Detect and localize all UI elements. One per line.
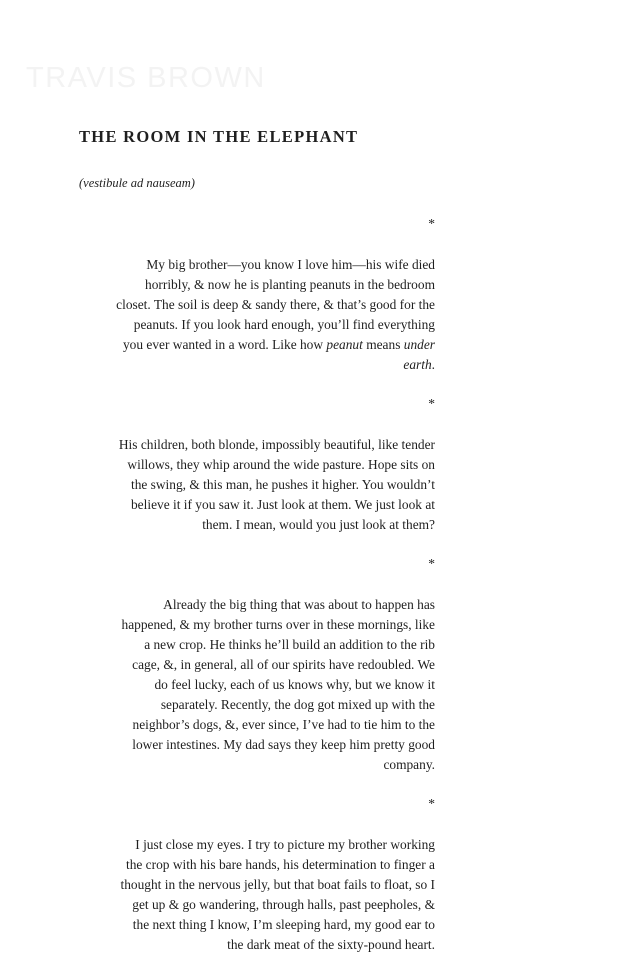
poem-line: closet. The soil is deep & sandy there, & that’s good for the — [116, 297, 435, 312]
poem-line: company. — [383, 757, 435, 772]
poem-line: get up & go wandering, through halls, past peepholes, & — [132, 897, 435, 912]
poem-line: them. I mean, would you just look at them? — [202, 517, 435, 532]
poem-line: the crop with his bare hands, his determination to finger a — [125, 857, 435, 872]
poem-text: . — [431, 357, 435, 372]
poem-title: THE ROOM IN THE ELEPHANT — [79, 127, 359, 146]
poem-line: lower intestines. My dad says they keep him pretty good — [132, 737, 435, 752]
poem-line: the next thing I know, I’m sleeping hard, my good ear to — [132, 917, 435, 932]
author-name: TRAVIS BROWN — [26, 62, 266, 94]
poem-text: means — [362, 337, 404, 352]
poem-line: the swing, & this man, he pushes it higher. You wouldn’t — [130, 477, 435, 492]
section-separator: * — [428, 796, 435, 811]
poem-text: you ever wanted in a word. Like how — [122, 337, 327, 352]
section-separator: * — [428, 216, 435, 231]
poem-line — [79, 355, 435, 375]
poem-line: willows, they whip around the wide pasture. Hope sits on — [127, 457, 435, 472]
stanza-1 — [79, 255, 435, 375]
poem-line: happened, & my brother turns over in these mornings, like — [121, 617, 435, 632]
section-separator: * — [428, 396, 435, 411]
poem-line: I just close my eyes. I try to picture my brother working — [135, 837, 435, 852]
poem-line: a new crop. He thinks he’ll build an addition to the rib — [144, 637, 435, 652]
stanza-4 — [79, 835, 435, 955]
stanza-2 — [79, 435, 435, 535]
italic-word: peanut — [326, 337, 363, 352]
epigraph: (vestibule ad nauseam) — [79, 176, 195, 190]
poem-line — [79, 335, 435, 355]
poem-line: separately. Recently, the dog got mixed up with the — [160, 697, 435, 712]
section-separator: * — [428, 556, 435, 571]
poem-line: thought in the nervous jelly, but that boat fails to float, so I — [120, 877, 435, 892]
italic-word: under — [403, 337, 435, 352]
poem-line: peanuts. If you look hard enough, you’ll find everything — [133, 317, 435, 332]
italic-word: earth — [403, 357, 432, 372]
stanza-3 — [79, 595, 435, 775]
poem-line: do feel lucky, each of us knows why, but we know it — [154, 677, 435, 692]
poem-line: horribly, & now he is planting peanuts in the bedroom — [145, 277, 435, 292]
poem-line: the dark meat of the sixty-pound heart. — [227, 937, 435, 952]
poem-line: believe it if you saw it. Just look at them. We just look at — [130, 497, 435, 512]
poem-line: cage, &, in general, all of our spirits have redoubled. We — [132, 657, 435, 672]
poem-line: Already the big thing that was about to happen has — [163, 597, 435, 612]
poem-line: His children, both blonde, impossibly beautiful, like tender — [118, 437, 435, 452]
poem-line: My big brother—you know I love him—his wife died — [146, 257, 435, 272]
poem-line: neighbor’s dogs, &, ever since, I’ve had to tie him to the — [132, 717, 435, 732]
